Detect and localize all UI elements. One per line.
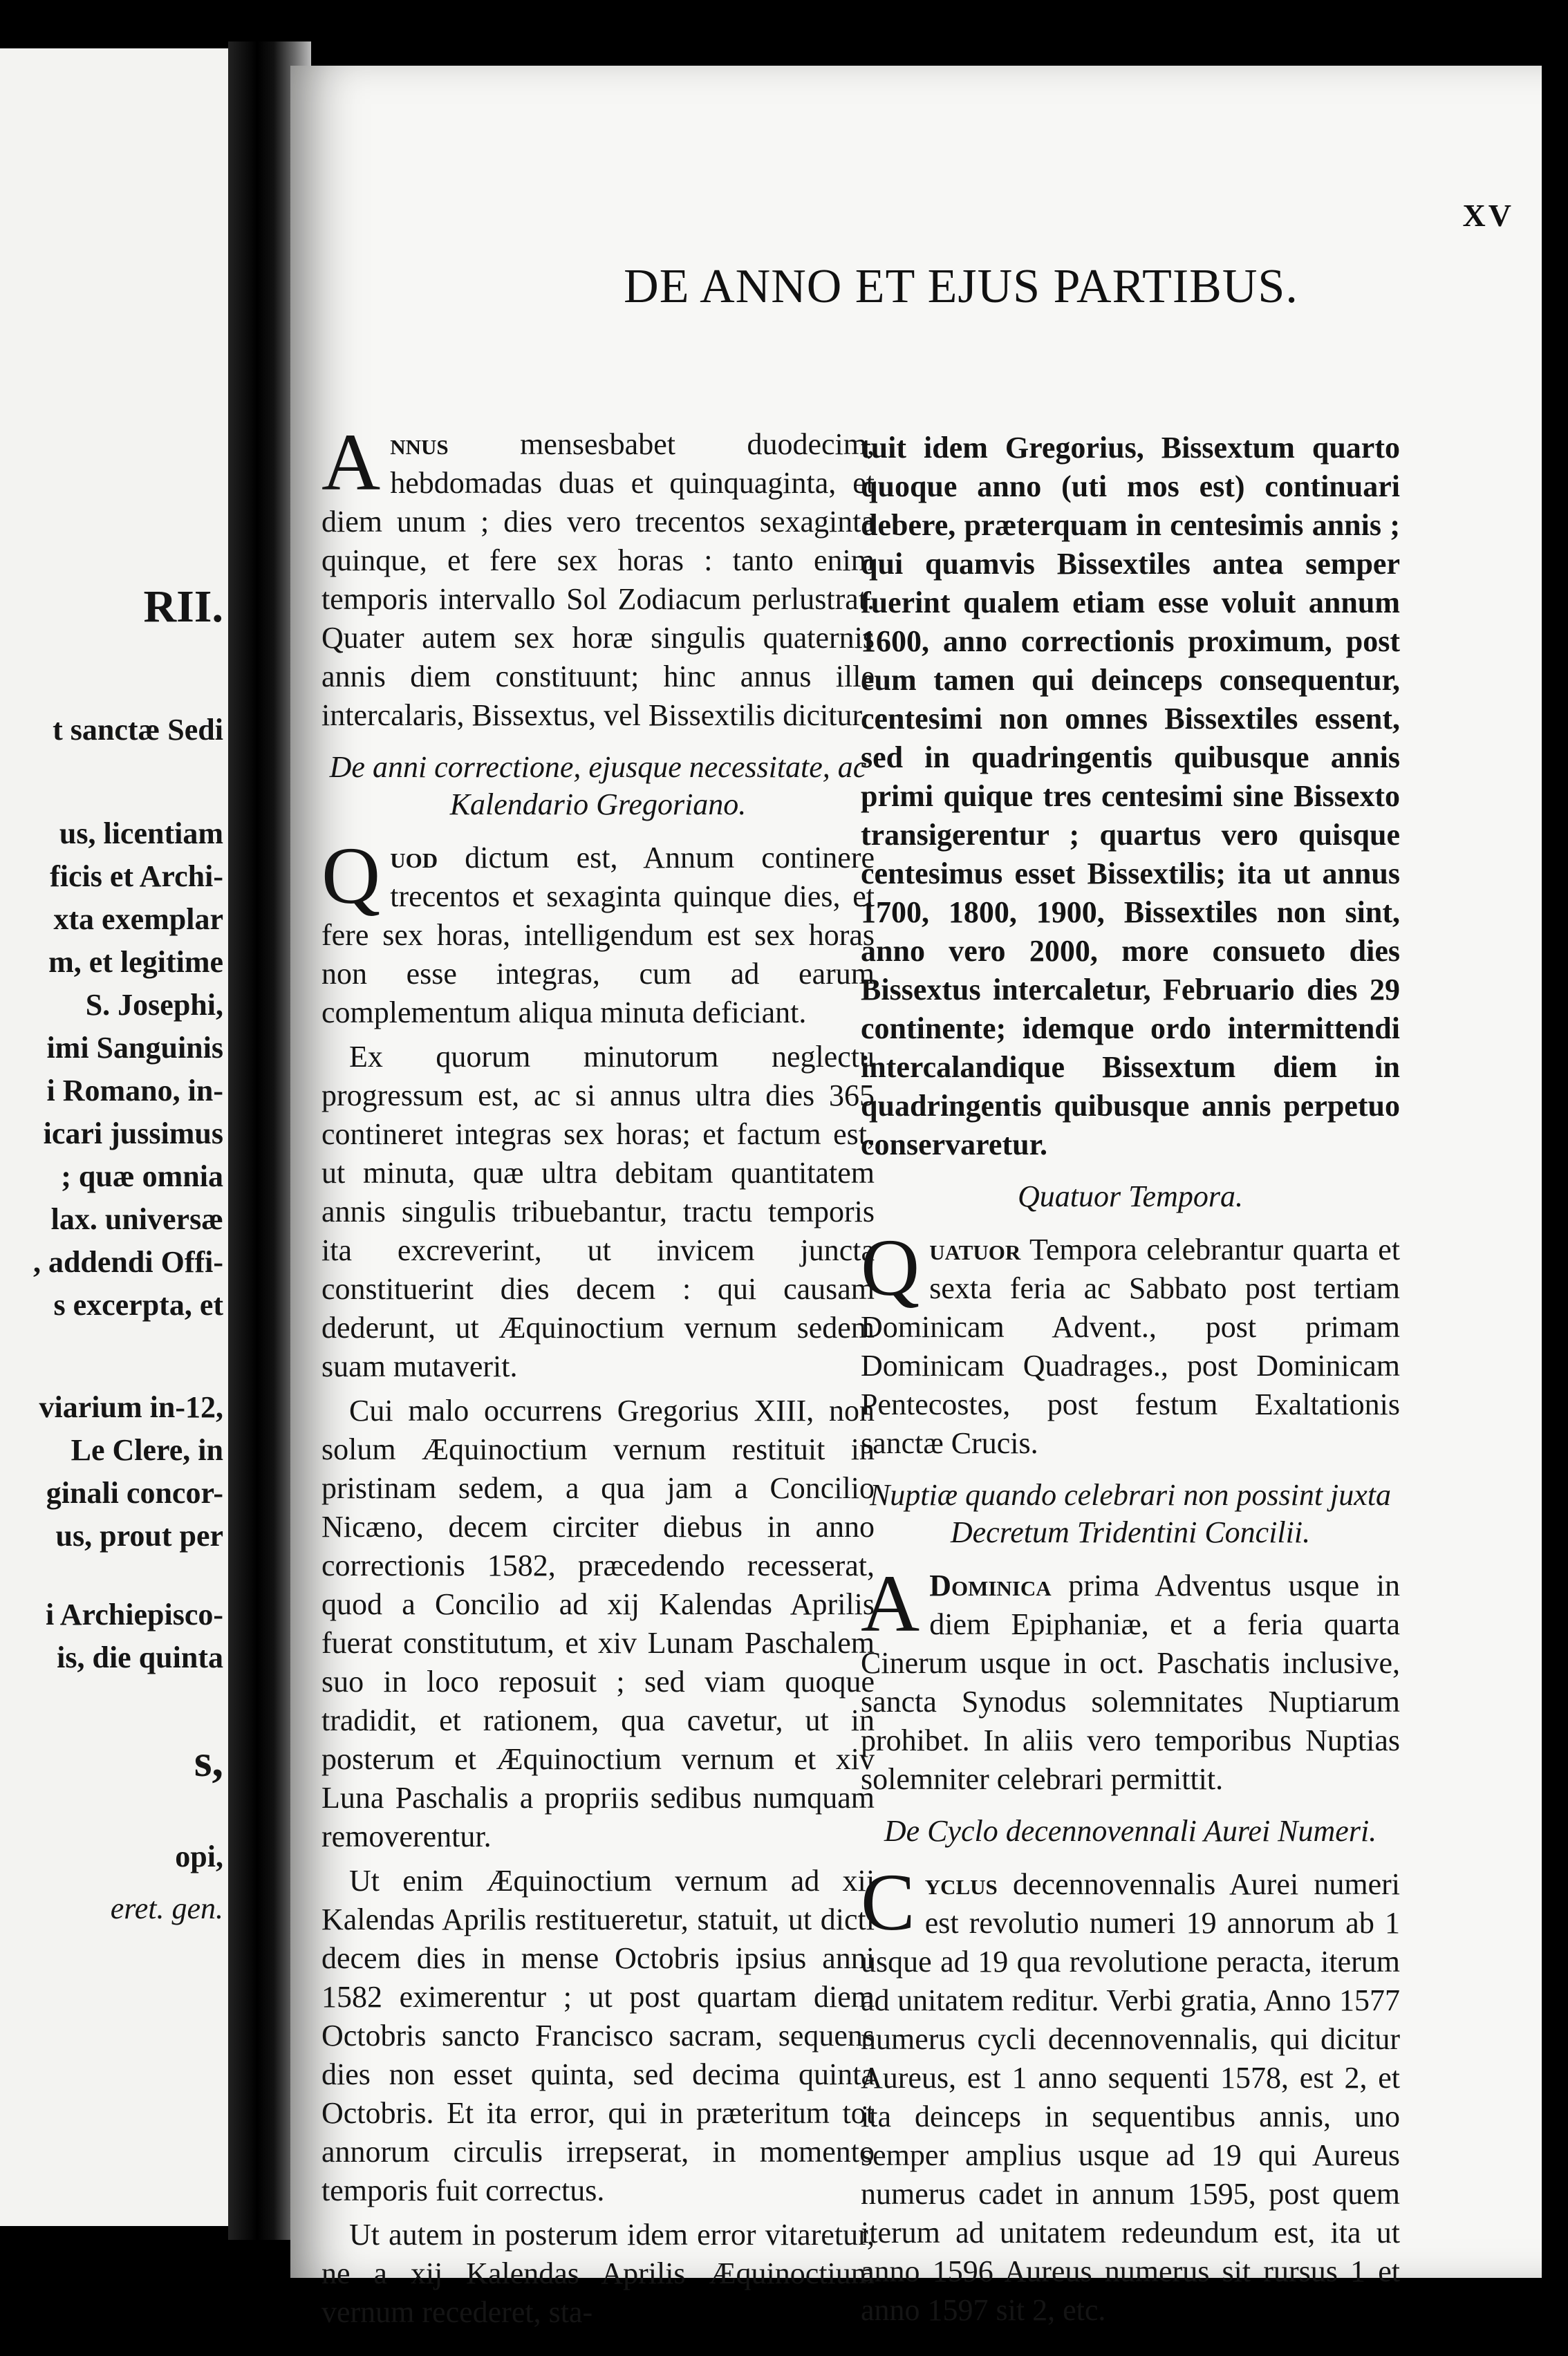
left-page-line: xta exemplar bbox=[53, 902, 223, 936]
left-text-column bbox=[321, 417, 875, 2337]
drop-cap: A bbox=[861, 1558, 920, 1649]
previous-page-fragment bbox=[0, 48, 239, 2226]
left-page-line: Le Clere, in bbox=[71, 1433, 223, 1467]
left-page-line: ; quæ omnia bbox=[61, 1159, 223, 1193]
section-heading: Nuptiæ quando celebrari non possint juxta Decretum Tridentini Concilii. bbox=[869, 1478, 1392, 1549]
right-text-column bbox=[861, 429, 1400, 2335]
paragraph bbox=[861, 1222, 1400, 1463]
left-page-line: ginali concor- bbox=[46, 1476, 223, 1510]
paragraph: tuit idem Gregorius, Bissextum quarto quoque anno (uti mos est) continuari debere, præterquam in centesimis annis ; qui quamvis Bissextiles antea semper fuerint qualem etiam esse voluit annum 1600, anno correctionis proximum, post eum tamen qui deinceps consequentur, centesimi non omnes Bissextiles essent, sed in quadringentis quibusque annis primi quique tres centesimi sine Bissexto transigerentur ; quartus vero quisque centesimus esset Bissextilis; ita ut annus 1700, 1800, 1900, Bissextiles non sint, anno vero 2000, more consueto dies Bissextus intercaletur, Februario dies 29 continente; idemque ordo intermittendi intercalandique Bissextum diem in quadringentis quibusque annis perpetuo conservaretur. bbox=[861, 431, 1400, 1161]
paragraph bbox=[321, 830, 875, 1032]
left-page-line: t sanctæ Sedi bbox=[53, 713, 223, 747]
left-page-line: m, et legitime bbox=[48, 945, 223, 979]
left-page-line: viarium in-12, bbox=[39, 1390, 223, 1424]
paragraph: Cui malo occurrens Gregorius XIII, non solum Æquinoctium vernum restituit in pristinam sedem, a qua jam a Concilio Nicæno, decem circiter diebus in anno correctionis 1582, præcedendo recesserat, quod a Concilio ad xij Kalendas Aprilis fuerat constitutum, et xiv Lunam Paschalem suo in loco reposuit ; sed viam quoque tradidit, et rationem, qua cavetur, ut in posterum et Æquinoctium vernum et xiv Luna Paschalis a propriis sedibus numquam removerentur. bbox=[321, 1394, 875, 1853]
paragraph bbox=[861, 1857, 1400, 2330]
drop-cap: Q bbox=[861, 1222, 920, 1313]
paragraph-text: dictum est, Annum continere trecentos et sexaginta quinque dies, et fere sex horas, intelligendum est sex horas non esse integras, cum ad earum complementum aliqua minuta deficiant. bbox=[321, 841, 875, 1029]
left-page-line: s, bbox=[194, 1736, 223, 1786]
left-page-line: , addendi Offi- bbox=[32, 1245, 223, 1279]
paragraph-text: decennovennalis Aurei numeri est revolutio numeri 19 annorum ab 1 usque ad 19 qua revolutione peracta, iterum ad unitatem reditur. Verbi gratia, Anno 1577 numerus cycli decennovennalis, qui dicitur Aureus, est 1 anno sequenti 1578, est 2, et ita deinceps in sequentibus annis, uno semper amplius usque ad 19 qui Aureus numerus cadet in annum 1595, post quem iterum ad unitatem redeundum est, ita ut anno 1596 Aureus numerus sit rursus 1 et anno 1597 sit 2, etc. bbox=[861, 1867, 1400, 2327]
drop-cap: Q bbox=[321, 830, 381, 921]
left-page-line: s excerpta, et bbox=[53, 1288, 223, 1322]
drop-cap: A bbox=[321, 417, 381, 507]
left-page-line: i Romano, in- bbox=[46, 1074, 223, 1107]
left-page-line: us, prout per bbox=[55, 1519, 223, 1553]
left-page-line: opi, bbox=[175, 1840, 223, 1873]
paragraph-text: Tempora celebrantur quarta et sexta feria ac Sabbato post tertiam Dominicam Advent., post primam Dominicam Quadrages., post Dominicam Pentecostes, post festum Exaltationis sanctæ Crucis. bbox=[861, 1233, 1400, 1460]
left-page-line: is, die quinta bbox=[57, 1640, 223, 1674]
section-heading: De anni correctione, ejusque necessitate, ac Kalendario Gregoriano. bbox=[329, 750, 867, 821]
paragraph: Ut autem in posterum idem error vitaretur, ne a xij Kalendas Aprilis Æquinoctium vernum recederet, sta- bbox=[321, 2218, 875, 2329]
section-heading: Quatuor Tempora. bbox=[1018, 1179, 1243, 1213]
left-page-line: S. Josephi, bbox=[85, 988, 223, 1022]
left-page-line: icari jussimus bbox=[43, 1116, 223, 1150]
page-title: DE ANNO ET EJUS PARTIBUS. bbox=[624, 260, 1298, 313]
small-caps-lead: uatuor bbox=[929, 1233, 1021, 1266]
left-page-line: imi Sanguinis bbox=[46, 1031, 223, 1065]
left-page-line: lax. universæ bbox=[50, 1202, 223, 1236]
left-page-line: i Archiepisco- bbox=[45, 1598, 223, 1632]
small-caps-lead: uod bbox=[390, 841, 438, 875]
paragraph bbox=[861, 1558, 1400, 1799]
paragraph-text: mensesbabet duodecim, hebdomadas duas et quinquaginta, et diem unum ; dies vero trecentos sexaginta quinque, et fere sex horas : tanto enim temporis intervallo Sol Zodiacum perlustrat. Quater autem sex horæ singulis quaternis annis diem constituunt; hinc annus ille intercalaris, Bissextus, vel Bissextilis dicitur. bbox=[321, 427, 875, 732]
paragraph-text: prima Adventus usque in diem Epiphaniæ, et a feria quarta Cinerum usque in oct. Paschatis inclusive, sancta Synodus solemnitates Nuptiarum prohibet. In aliis vero temporibus Nuptias solemniter celebrari permittit. bbox=[861, 1569, 1400, 1796]
left-page-line: RII. bbox=[143, 581, 223, 632]
left-page-line: eret. gen. bbox=[110, 1891, 223, 1925]
page-number: XV bbox=[1462, 198, 1514, 233]
left-page-line: us, licentiam bbox=[59, 816, 223, 850]
paragraph: Ut enim Æquinoctium vernum ad xij Kalendas Aprilis restitueretur, statuit, ut dicti decem dies in mense Octobris ipsius anni 1582 eximerentur ; ut post quartam diem Octobris sancto Francisco sacram, sequens dies non esset quinta, sed decima quinta Octobris. Et ita error, qui in præteritum tot annorum circulis irrepserat, in momento temporis fuit correctus. bbox=[321, 1864, 875, 2207]
main-page bbox=[290, 66, 1542, 2329]
left-page-line: ficis et Archi- bbox=[50, 859, 223, 893]
section-heading: De Cyclo decennovennali Aurei Numeri. bbox=[884, 1814, 1377, 1848]
drop-cap: C bbox=[861, 1857, 915, 1947]
small-caps-lead: yclus bbox=[924, 1867, 998, 1901]
paragraph: Ex quorum minutorum neglectu progressum est, ac si annus ultra dies 365 contineret integras sex horas; et factum est, ut minuta, quæ ultra debitam quantitatem annis singulis tribuebantur, tractu temporis ita excreverint, ut invicem juncta constituerint dies decem : qui causam dederunt, ut Æquinoctium vernum sedem suam mutaverit. bbox=[321, 1040, 875, 1383]
paragraph bbox=[321, 417, 875, 735]
small-caps-lead: Dominica bbox=[929, 1569, 1052, 1602]
small-caps-lead: nnus bbox=[390, 427, 449, 461]
